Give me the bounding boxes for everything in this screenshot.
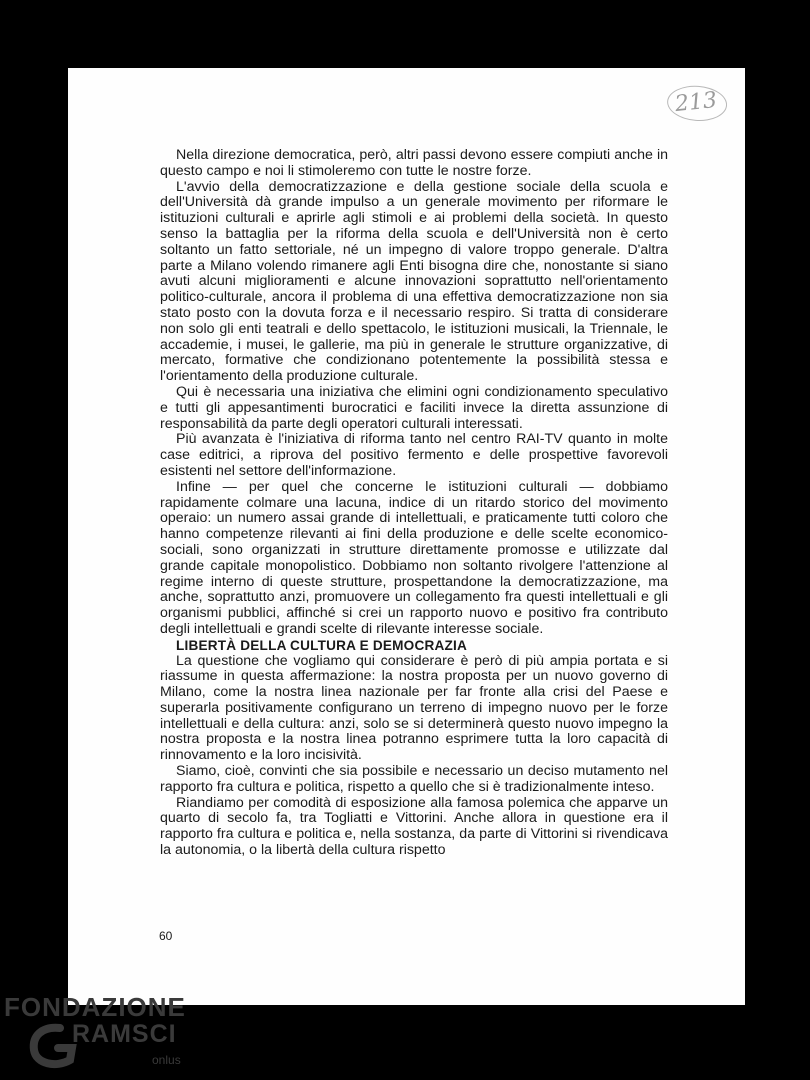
body-text: [160, 148, 668, 859]
paragraph: Nella direzione democratica, però, altri passi devono essere compiuti anche in questo campo e noi li stimoleremo con tutte le nostre forze.: [160, 147, 668, 179]
archive-number-annotation: 213: [673, 87, 719, 118]
paragraph: Più avanzata è l'iniziativa di riforma tanto nel centro RAI-TV quanto in molte case editrici, a riprova del positivo fermento e delle prospettive favorevoli esistenti nel settore dell'informazione.: [160, 431, 668, 479]
logo-line2: RAMSCI: [72, 1020, 177, 1048]
paragraph: Infine — per quel che concerne le istituzioni culturali — dobbiamo rapidamente colmare una lacuna, indice di un ritardo storico del movimento operaio: un numero assai grande di intellettuali, e praticamente tutti coloro che hanno competenze rilevanti ai fini della produzione e delle scelte economico-sociali, sono organizzati in strutture direttamente promosse e utilizzate dal grande capitale monopolistico. Dobbiamo non soltanto rivolgere l'attenzione al regime interno di queste strutture, prospettandone la democratizzazione, ma anche, soprattutto anzi, promuovere un collegamento fra questi intellettuali e gli organismi pubblici, affinché si crei un rapporto nuovo e positivo fra contributo degli intellettuali e grandi scelte di rilevante interesse sociale.: [160, 478, 668, 637]
paragraph: Riandiamo per comodità di esposizione alla famosa polemica che apparve un quarto di secolo fa, tra Togliatti e Vittorini. Anche allora in questione era il rapporto fra cultura e politica e, nella sostanza, da parte di Vittorini si rivendicava la autonomia, o la libertà della cultura rispetto: [160, 794, 668, 859]
paragraph: Siamo, cioè, convinti che sia possibile e necessario un deciso mutamento nel rapporto fra cultura e politica, rispetto a quello che si è tradizionalmente inteso.: [160, 763, 668, 795]
paragraph: Qui è necessaria una iniziativa che elimini ogni condizionamento speculativo e tutti gli appesantimenti burocratici e faciliti invece la diretta assunzione di responsabilità da parte degli operatori culturali interessati.: [160, 383, 668, 432]
document-page: [68, 68, 745, 1005]
logo-line1: FONDAZIONE: [4, 992, 186, 1022]
paragraph: L'avvio della democratizzazione e della gestione sociale della scuola e dell'Università dà grande impulso a un generale movimento per riformare le istituzioni culturali e aprirle agli stimoli e ai problemi della società. In questo senso la battaglia per la riforma della scuola e dell'Università non è certo soltanto un fatto settoriale, né un impegno di valore troppo generale. D'altra parte a Milano volendo rimanere agli Enti bisogna dire che, nonostante si siano avuti alcuni miglioramenti e alcune innovazioni soprattutto nell'orientamento politico-culturale, ancora il problema di una effettiva democratizzazione non sia stato posto con la dovuta forza e il necessario respiro. Si tratta di considerare non solo gli enti teatrali e dello spettacolo, le istituzioni musicali, la Triennale, le accademie, i musei, le gallerie, ma più in generale le strutture organizzative, di mercato, formative che condizionano potentemente la possibilità stessa e l'orientamento della produzione culturale.: [160, 178, 668, 385]
page-number: 60: [159, 929, 173, 943]
paragraph: La questione che vogliamo qui considerare è però di più ampia portata e si riassume in questa affermazione: la nostra proposta per un nuovo governo di Milano, come la nostra linea nazionale per far fronte alla crisi del Paese e superarla positivamente configurano un terreno di impegno nuovo per le forze intellettuali e della cultura: anzi, solo se si determinerà questo nuovo impegno la nostra proposta e la nostra linea potranno esprimere tutta la loro capacità di rinnovamento e la loro incisività.: [160, 652, 668, 764]
section-heading: LIBERTÀ DELLA CULTURA E DEMOCRAZIA: [176, 637, 467, 653]
fondazione-gramsci-logo: [2, 990, 202, 1075]
logo-g-shape: [34, 1028, 72, 1064]
logo-suffix: onlus: [152, 1053, 181, 1067]
